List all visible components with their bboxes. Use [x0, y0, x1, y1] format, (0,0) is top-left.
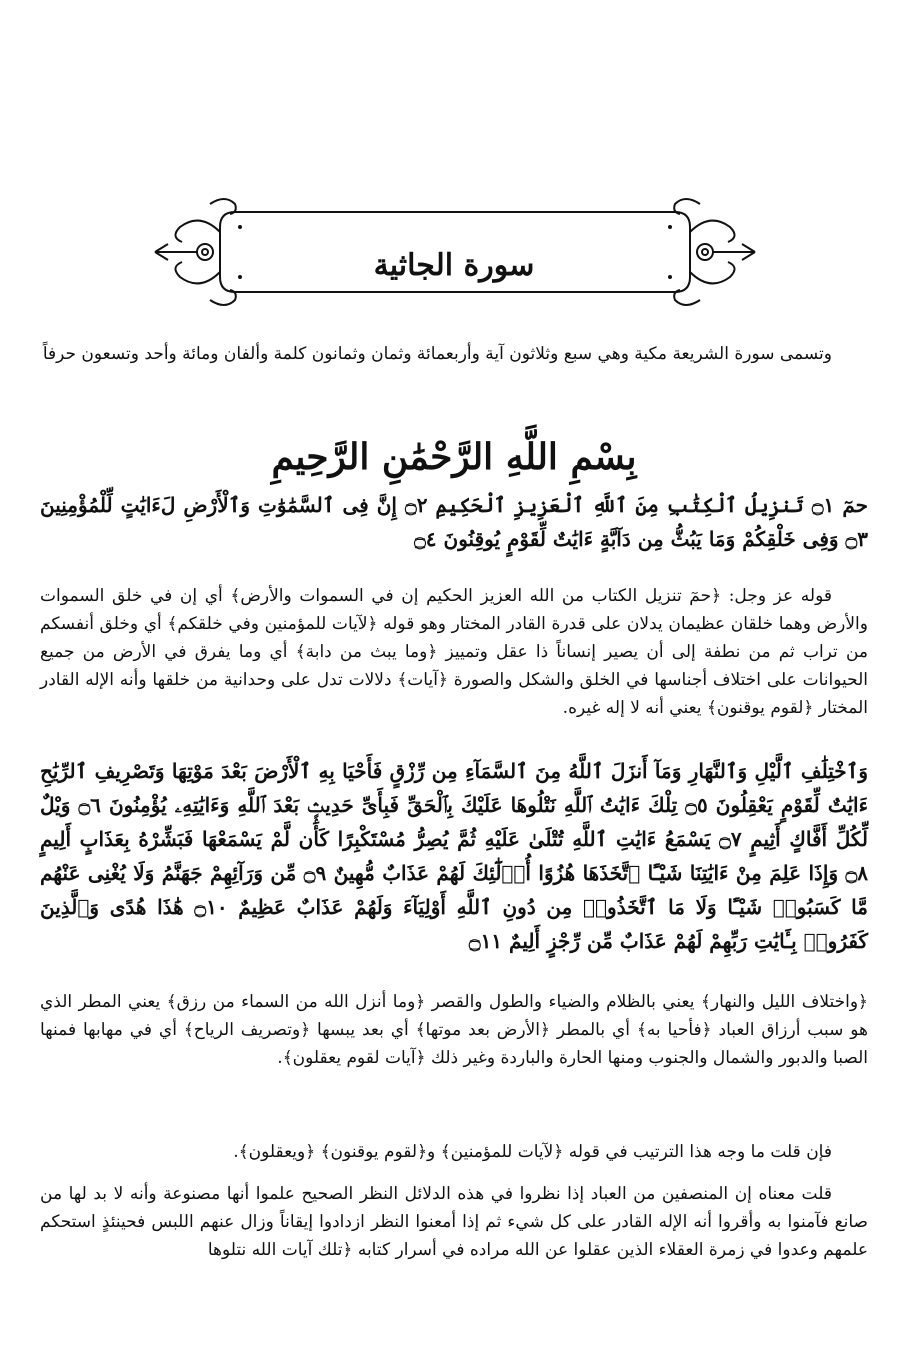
commentary-paragraph-4: قلت معناه إن المنصفين من العباد إذا نظروا في هذه الدلائل النظر الصحيح علموا أنها مصنوعة وأنه لا بد لها من صانع فآمنوا به وأقروا أنه الإله القادر على كل شيء ثم إذا أمعنوا النظر ازدادوا إيقاناً وزال عنهم اللبس فحينئذٍ استحكم علمهم وعدوا في زمرة العقلاء الذين عقلوا عن الله مراده في أسرار كتابه ﴿تلك آيات الله نتلوها: [40, 1184, 868, 1260]
commentary-3-block: [40, 1138, 868, 1166]
intro-block: [40, 340, 868, 368]
commentary-paragraph-2: ﴿واختلاف الليل والنهار﴾ يعني بالظلام والضياء والطول والقصر ﴿وما أنزل الله من السماء من رزق﴾ يعني المطر الذي هو سبب أرزاق العباد ﴿فأحيا به﴾ أي بالمطر ﴿الأرض بعد موتها﴾ أي بعد يبسها ﴿وتصريف الرياح﴾ أي في مهابها فمنها الصبا والدبور والشمال والجنوب ومنها الحارة والباردة وغير ذلك ﴿آيات لقوم يعقلون﴾.: [40, 992, 868, 1068]
quran-verses-1-4: حمٓ ۝١ تَنزِيلُ ٱلْكِتَٰبِ مِنَ ٱللَّهِ ٱلْعَزِيزِ ٱلْحَكِيمِ ۝٢ إِنَّ فِى ٱلسَّمَٰوَٰتِ وَٱلْأَرْضِ لَءَايَٰتٍ لِّلْمُؤْمِنِينَ ۝٣ وَفِى خَلْقِكُمْ وَمَا يَبُثُّ مِن دَآبَّةٍ ءَايَٰتٌ لِّقَوْمٍ يُوقِنُونَ ۝٤: [40, 493, 868, 551]
surah-title: سورة الجاثية: [373, 248, 535, 283]
commentary-2-block: [40, 988, 868, 1072]
commentary-4-block: [40, 1180, 868, 1264]
verses-5-11-block: [40, 754, 868, 958]
commentary-paragraph-3: فإن قلت ما وجه هذا الترتيب في قوله ﴿لآيات للمؤمنين﴾ و﴿لقوم يوقنون﴾ ﴿ويعقلون﴾.: [233, 1142, 832, 1162]
quran-verses-5-11: وَٱخْتِلَٰفِ ٱلَّيْلِ وَٱلنَّهَارِ وَمَآ أَنزَلَ ٱللَّهُ مِنَ ٱلسَّمَآءِ مِن رِّزْقٍ فَأَحْيَا بِهِ ٱلْأَرْضَ بَعْدَ مَوْتِهَا وَتَصْرِيفِ ٱلرِّيَٰحِ ءَايَٰتٌ لِّقَوْمٍ يَعْقِلُونَ ۝٥ تِلْكَ ءَايَٰتُ ٱللَّهِ نَتْلُوهَا عَلَيْكَ بِٱلْحَقِّ فَبِأَىِّ حَدِيثٍۭ بَعْدَ ٱللَّهِ وَءَايَٰتِهِۦ يُؤْمِنُونَ ۝٦ وَيْلٌ لِّكُلِّ أَفَّاكٍ أَثِيمٍ ۝٧ يَسْمَعُ ءَايَٰتِ ٱللَّهِ تُتْلَىٰ عَلَيْهِ ثُمَّ يُصِرُّ مُسْتَكْبِرًا كَأَن لَّمْ يَسْمَعْهَا فَبَشِّرْهُ بِعَذَابٍ أَلِيمٍ ۝٨ وَإِذَا عَلِمَ مِنْ ءَايَٰتِنَا شَيْـًٔا ٱتَّخَذَهَا هُزُوًا أُو۟لَٰٓئِكَ لَهُمْ عَذَابٌ مُّهِينٌ ۝٩ مِّن وَرَآئِهِمْ جَهَنَّمُ وَلَا يُغْنِى عَنْهُم مَّا كَسَبُوا۟ شَيْـًٔا وَلَا مَا ٱتَّخَذُوا۟ مِن دُونِ ٱللَّهِ أَوْلِيَآءَ وَلَهُمْ عَذَابٌ عَظِيمٌ ۝١٠ هَٰذَا هُدًى وَٱلَّذِينَ كَفَرُوا۟ بِـَٔايَٰتِ رَبِّهِمْ لَهُمْ عَذَابٌ مِّن رِّجْزٍ أَلِيمٌ ۝١١: [40, 759, 869, 953]
commentary-paragraph-1: قوله عز وجل: ﴿حمٓ تنزيل الكتاب من الله العزيز الحكيم إن في السموات والأرض﴾ أي إن في خلق السموات والأرض وهما خلقان عظيمان يدلان على قدرة القادر المختار وهو قوله ﴿لآيات للمؤمنين وفي خلقكم﴾ أي وخلق أنفسكم من تراب ثم من نطفة إلى أن يصير إنساناً ذا عقل وتمييز ﴿وما يبث من دابة﴾ أي وما يفرق في الأرض من جميع الحيوانات على اختلاف أجناسها في الخلق والشكل والصورة ﴿آيات﴾ دلالات تدل على وحدانية من خلقها وأنه الإله القادر المختار ﴿لقوم يوقنون﴾ يعني أنه لا إله غيره.: [40, 586, 868, 718]
intro-text: وتسمى سورة الشريعة مكية وهي سبع وثلاثون آية وأربعمائة وثمان وثمانون كلمة وألفان ومائة وأحد وتسعون حرفاً: [42, 344, 832, 364]
verses-1-4-block: [40, 488, 868, 556]
commentary-1-block: [40, 582, 868, 722]
basmala: بِسْمِ اللَّهِ الرَّحْمَٰنِ الرَّحِيمِ: [271, 436, 637, 478]
